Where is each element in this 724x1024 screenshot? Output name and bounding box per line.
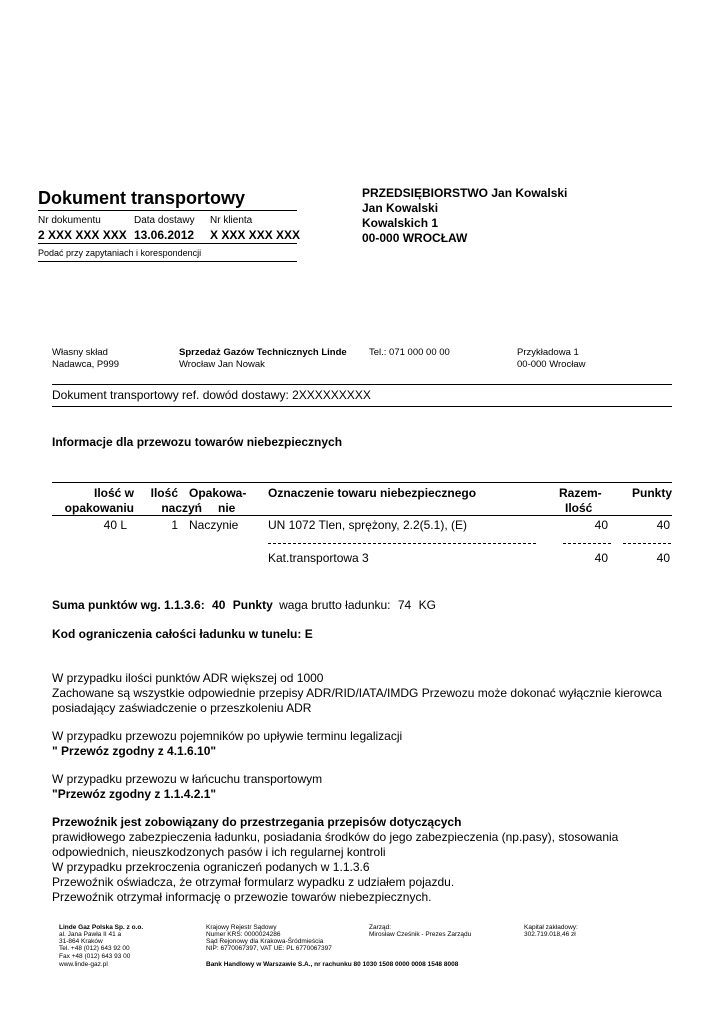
note-adr-3: posiadający zaświadczenie o przeszkoleniu ADR xyxy=(52,701,312,715)
footer-board-title: Zarząd: xyxy=(369,924,392,931)
footer-city: 31-864 Kraków xyxy=(59,938,103,945)
col-pack-header-1: Opakowa- xyxy=(189,486,247,500)
carrier-note-heading: Przewoźnik jest zobowiązany do przestrzegania przepisów dotyczących xyxy=(52,815,462,829)
sum-dash-points xyxy=(623,543,671,544)
doc-number-value: 2 XXX XXX XXX xyxy=(38,228,127,242)
contact-note: Podać przy zapytaniach i korespondencji xyxy=(38,248,202,258)
table-rule-header xyxy=(52,515,672,516)
document-title: Dokument transportowy xyxy=(38,188,246,208)
footer-krs-number: Numer KRS: 0000024286 xyxy=(206,931,281,938)
client-number-label: Nr klienta xyxy=(210,215,253,226)
sender-street: Przykładowa 1 xyxy=(517,347,579,358)
points-summary-unit: Punkty xyxy=(232,598,273,612)
doc-number-label: Nr dokumentu xyxy=(38,215,101,226)
title-rule xyxy=(38,210,297,211)
footer-web: www.linde-gaz.pl xyxy=(59,961,108,968)
note-adr-2: Zachowane są wszystkie odpowiednie przepisy ADR/RID/IATA/IMDG Przewozu może dokonać wyłącznie kierowca xyxy=(52,686,662,700)
tunnel-code: Kod ograniczenia całości ładunku w tunelu: E xyxy=(52,627,313,641)
footer-fax: Fax +48 (012) 643 93 00 xyxy=(59,953,131,960)
sum-total: 40 xyxy=(594,551,608,565)
footer-company: Linde Gaz Polska Sp. z o.o. xyxy=(59,924,144,931)
sum-points: 40 xyxy=(656,551,670,565)
footer-capital: 302.719.018,46 zł xyxy=(524,931,576,938)
col-total-header-1: Razem- xyxy=(559,486,602,500)
ref-rule-top xyxy=(52,384,672,385)
delivery-date-label: Data dostawy xyxy=(134,215,195,226)
row-pack: Naczynie xyxy=(189,518,239,532)
recipient-company: PRZEDSIĘBIORSTWO Jan Kowalski xyxy=(362,186,568,200)
row-points: 40 xyxy=(656,518,670,532)
sender-person: Wrocław Jan Nowak xyxy=(179,359,265,370)
footer-court: Sąd Rejonowy dla Krakowa-Śródmieścia xyxy=(206,938,324,945)
footer-capital-title: Kapitał zakładowy: xyxy=(524,924,578,931)
sender-id: Nadawca, P999 xyxy=(52,359,120,370)
row-qty: 1 xyxy=(171,518,178,532)
col-total-header-2: Ilość xyxy=(565,501,593,515)
header-rule-1 xyxy=(38,243,297,244)
footer-krs-title: Krajowy Rejestr Sądowy xyxy=(206,924,277,931)
points-summary-label: Suma punktów wg. 1.1.3.6: xyxy=(52,598,205,612)
sender-company: Sprzedaż Gazów Technicznych Linde xyxy=(179,347,347,358)
carrier-note-3: odpowiednich, nieuszkodzonych pasów i ich regularnej kontroli xyxy=(52,845,386,859)
col-desc-header: Oznaczenie towaru niebezpiecznego xyxy=(268,486,477,500)
col-points-header: Punkty xyxy=(631,486,672,500)
points-summary xyxy=(52,598,436,612)
sum-dash-total xyxy=(563,543,611,544)
weight-unit: KG xyxy=(418,598,436,612)
note-chain-2: "Przewóz zgodny z 1.1.4.2.1" xyxy=(52,787,217,801)
col-qty-pack-header-1: Ilość w xyxy=(93,486,134,500)
col-qty-header-2: naczyń xyxy=(161,501,202,515)
footer-address: al. Jana Pawła II 41 a xyxy=(59,931,122,938)
note-chain-1: W przypadku przewozu w łańcuchu transportowym xyxy=(52,772,323,786)
weight-label: waga brutto ładunku: xyxy=(279,598,391,612)
recipient-city: 00-000 WROCŁAW xyxy=(362,231,468,245)
reference-line: Dokument transportowy ref. dowód dostawy: 2XXXXXXXXX xyxy=(52,388,371,402)
carrier-note-2: prawidłowego zabezpieczenia ładunku, posiadania środków do jego zabezpieczenia (np.pasy), stosowania xyxy=(52,830,619,844)
carrier-note-5: Przewoźnik oświadcza, że otrzymał formularz wypadku z udziałem pojazdu. xyxy=(52,875,455,889)
note-adr-1: W przypadku ilości punktów ADR większej od 1000 xyxy=(52,671,324,685)
sender-phone: Tel.: 071 000 00 00 xyxy=(369,347,450,358)
ref-rule-bottom xyxy=(52,406,672,407)
carrier-note-4: W przypadku przekroczenia ograniczeń podanych w 1.1.3.6 xyxy=(52,860,370,874)
note-legalization-1: W przypadku przewozu pojemników po upływie terminu legalizacji xyxy=(52,729,403,743)
sum-dash-desc xyxy=(268,543,536,544)
delivery-date-value: 13.06.2012 xyxy=(134,228,195,242)
recipient-name: Jan Kowalski xyxy=(362,201,439,215)
client-number-value: X XXX XXX XXX xyxy=(210,228,301,242)
weight-value: 74 xyxy=(397,598,412,612)
col-qty-header-1: Ilość xyxy=(150,486,178,500)
carrier-note-6: Przewoźnik otrzymał informację o przewozie towarów niebezpiecznych. xyxy=(52,890,432,904)
header-rule-2 xyxy=(38,261,297,262)
hazmat-heading: Informacje dla przewozu towarów niebezpiecznych xyxy=(52,435,343,449)
footer-board: Mirosław Cześnik - Prezes Zarządu xyxy=(369,931,472,938)
footer-tel: Tel. +48 (012) 643 92 00 xyxy=(59,945,130,952)
footer-bank: Bank Handlowy w Warszawie S.A., nr rachunku 80 1030 1508 0000 0008 1548 8008 xyxy=(206,961,459,968)
row-qty-pack: 40 L xyxy=(103,518,127,532)
row-total: 40 xyxy=(594,518,608,532)
footer-nip: NIP: 6770067397, VAT UE: PL 6770067397 xyxy=(206,945,332,952)
recipient-street: Kowalskich 1 xyxy=(362,216,439,230)
points-summary-value: 40 xyxy=(212,598,226,612)
col-qty-pack-header-2: opakowaniu xyxy=(64,501,134,515)
table-rule-top xyxy=(52,482,672,483)
sender-warehouse: Własny skład xyxy=(52,347,108,358)
sum-label: Kat.transportowa 3 xyxy=(268,551,369,565)
sender-city: 00-000 Wrocław xyxy=(517,359,586,370)
note-legalization-2: " Przewóz zgodny z 4.1.6.10" xyxy=(52,744,217,758)
row-desc: UN 1072 Tlen, sprężony, 2.2(5.1), (E) xyxy=(268,518,467,532)
col-pack-header-2: nie xyxy=(218,501,236,515)
